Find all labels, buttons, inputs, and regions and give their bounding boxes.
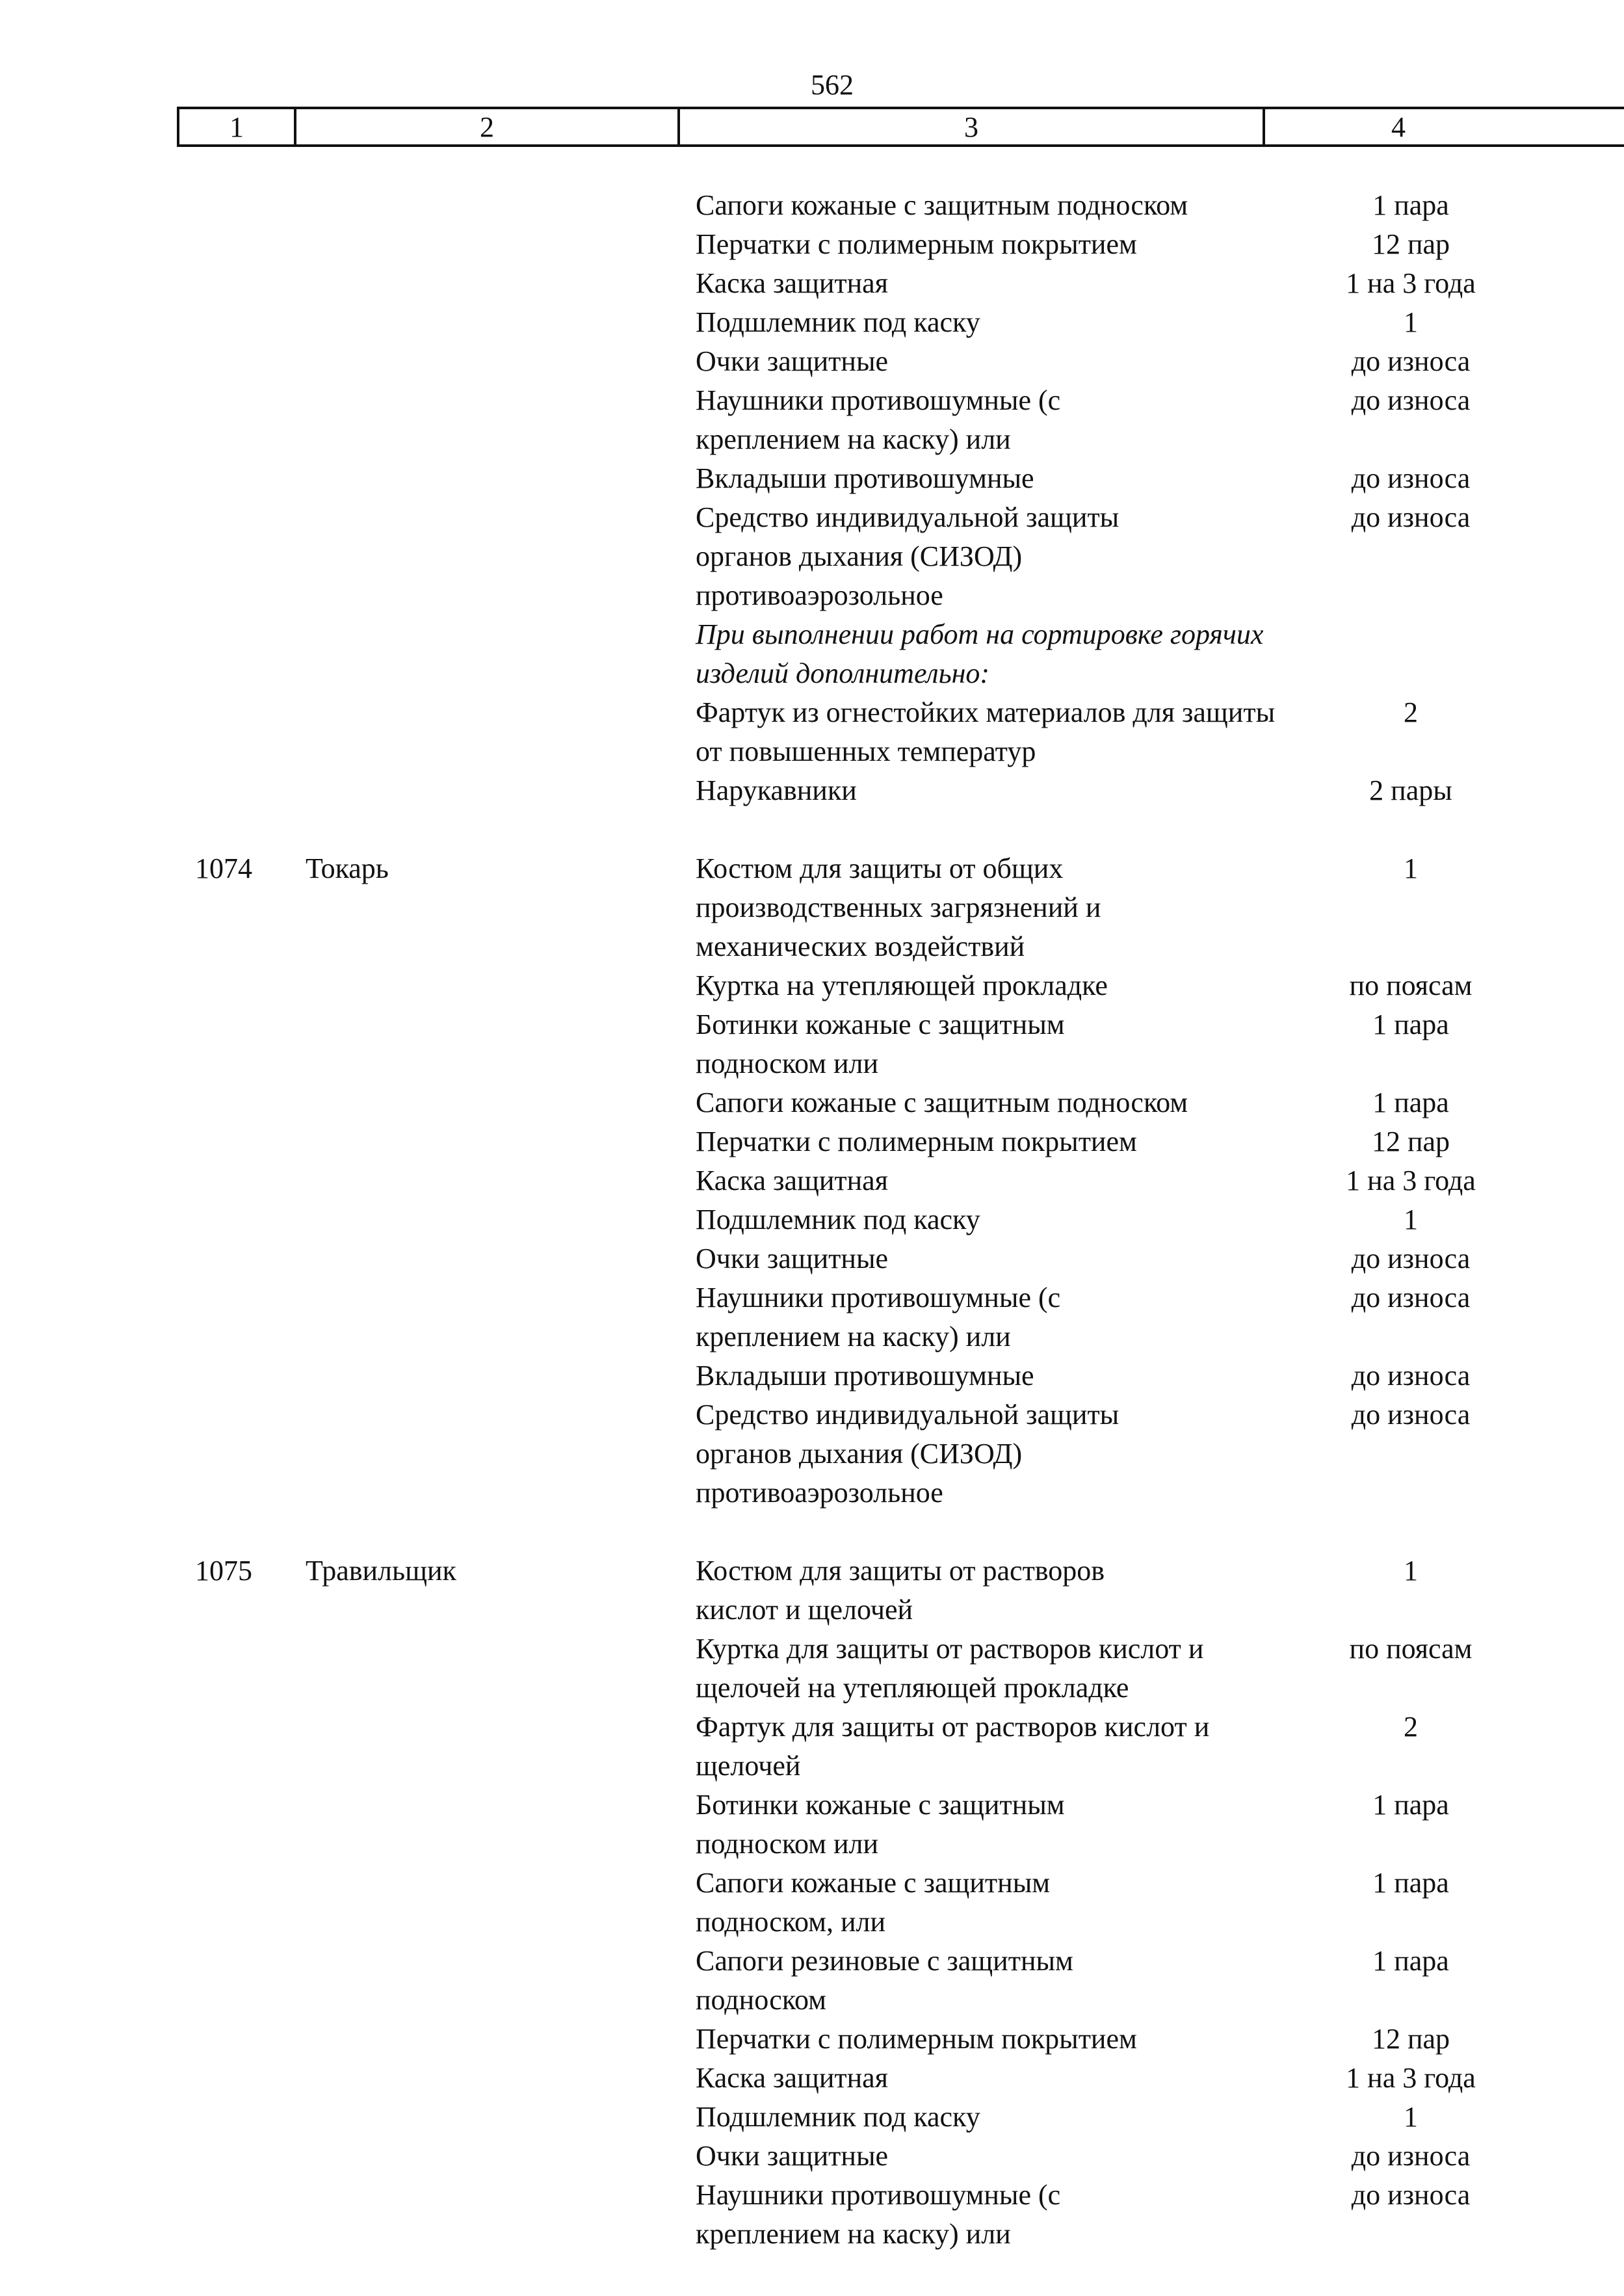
list-item: [696, 2176, 1593, 2254]
header-col-3: 3: [680, 109, 1265, 144]
item-qty: 12 пар: [1371, 228, 1450, 260]
list-item: [696, 849, 1593, 966]
item-name: Перчатки с полимерным покрытием: [696, 228, 1137, 260]
item-name: Костюм для защиты от растворов кислот и щелочей: [696, 1555, 1105, 1626]
item-name: Фартук для защиты от растворов кислот и щелочей: [696, 1711, 1210, 1782]
item-qty: до износа: [1351, 1360, 1471, 1392]
item-name: Очки защитные: [696, 1243, 889, 1274]
item-qty: 12 пар: [1371, 2023, 1450, 2055]
list-item: [696, 1005, 1593, 1083]
item-qty: 1 пара: [1372, 1867, 1449, 1899]
page-number: 562: [811, 69, 854, 101]
item-qty: до износа: [1351, 1399, 1471, 1431]
list-item: [696, 771, 1593, 810]
list-item: [696, 1239, 1593, 1278]
item-qty: до износа: [1351, 345, 1471, 377]
item-qty: 1 пара: [1372, 1009, 1449, 1040]
item-name: Перчатки с полимерным покрытием: [696, 1126, 1137, 1157]
profession-name: Токарь: [306, 852, 389, 884]
item-qty: 2: [1404, 696, 1418, 728]
item-name: Каска защитная: [696, 2062, 888, 2094]
list-item: [696, 1278, 1593, 1356]
list-item: [696, 1161, 1593, 1200]
item-name: Костюм для защиты от общих производственных загрязнений и механических воздействий: [696, 852, 1101, 962]
item-name: Вкладыши противошумные: [696, 462, 1034, 494]
item-qty: до износа: [1351, 1282, 1471, 1313]
item-name: Очки защитные: [696, 2140, 889, 2172]
list-item: [696, 1942, 1593, 2020]
list-item: [696, 1356, 1593, 1395]
table-row: [0, 1551, 1624, 2254]
item-name: Сапоги кожаные с защитным подноском: [696, 189, 1188, 221]
list-item: [696, 2020, 1593, 2059]
list-item: [696, 966, 1593, 1005]
table-row: [0, 849, 1624, 1512]
table-header: [177, 107, 1624, 147]
list-item: [696, 1122, 1593, 1161]
item-name: Куртка на утепляющей прокладке: [696, 970, 1108, 1001]
item-name: Сапоги кожаные с защитным подноском, или: [696, 1867, 1051, 1938]
item-list: [696, 186, 1593, 810]
list-item: [696, 2137, 1593, 2176]
list-item: [696, 342, 1593, 381]
item-name: Каска защитная: [696, 1165, 888, 1196]
item-qty: 1 пара: [1372, 1789, 1449, 1821]
item-qty: 2 пары: [1369, 774, 1452, 806]
item-name: Средство индивидуальной защиты органов дыхания (СИЗОД) противоаэрозольное: [696, 1399, 1120, 1509]
item-qty: 1 на 3 года: [1346, 1165, 1476, 1196]
item-name: Ботинки кожаные с защитным подноском или: [696, 1789, 1065, 1860]
item-list: [696, 1551, 1593, 2254]
list-item: [696, 1708, 1593, 1786]
header-col-1: 1: [179, 109, 296, 144]
item-qty: 1 на 3 года: [1346, 267, 1476, 299]
list-item: [696, 1786, 1593, 1864]
item-name: Очки защитные: [696, 345, 889, 377]
list-item: [696, 225, 1593, 264]
list-item: [696, 498, 1593, 615]
item-qty: по поясам: [1349, 1633, 1473, 1665]
item-name: Средство индивидуальной защиты органов дыхания (СИЗОД) противоаэрозольное: [696, 501, 1120, 611]
table-body: [0, 186, 1624, 2254]
item-name: Подшлемник под каску: [696, 1204, 980, 1235]
list-item: [696, 303, 1593, 342]
item-qty: 1: [1404, 2101, 1418, 2133]
item-name: Подшлемник под каску: [696, 306, 980, 338]
list-item: [696, 1395, 1593, 1512]
item-list: [696, 849, 1593, 1512]
item-qty: до износа: [1351, 462, 1471, 494]
item-qty: 1 пара: [1372, 1087, 1449, 1118]
list-item: [696, 693, 1593, 771]
additional-note: При выполнении работ на сортировке горячих изделий дополнительно:: [696, 618, 1264, 689]
header-col-2: 2: [296, 109, 680, 144]
list-item: [696, 1864, 1593, 1942]
item-name: Ботинки кожаные с защитным подноском или: [696, 1009, 1065, 1079]
item-name: Наушники противошумные (с креплением на каску) или: [696, 384, 1061, 455]
list-item: [696, 264, 1593, 303]
item-qty: 1: [1404, 852, 1418, 884]
row-number: 1074: [195, 852, 252, 884]
list-item: [696, 381, 1593, 459]
item-qty: 1: [1404, 1555, 1418, 1587]
list-item: [696, 1200, 1593, 1239]
item-qty: 1: [1404, 1204, 1418, 1235]
item-name: Вкладыши противошумные: [696, 1360, 1034, 1392]
item-qty: 2: [1404, 1711, 1418, 1743]
header-col-4: 4: [1391, 111, 1406, 143]
table-row-continuation: [0, 186, 1624, 810]
item-name: Сапоги резиновые с защитным подноском: [696, 1945, 1073, 2016]
item-qty: 1 на 3 года: [1346, 2062, 1476, 2094]
item-name: Каска защитная: [696, 267, 888, 299]
list-item: [696, 1630, 1593, 1708]
item-qty: до износа: [1351, 1243, 1471, 1274]
item-name: Наушники противошумные (с креплением на каску) или: [696, 1282, 1061, 1353]
item-qty: до износа: [1351, 2140, 1471, 2172]
list-item: [696, 1551, 1593, 1630]
item-qty: 12 пар: [1371, 1126, 1450, 1157]
item-qty: до износа: [1351, 2179, 1471, 2211]
list-item: [696, 2059, 1593, 2098]
item-name: Куртка для защиты от растворов кислот и щелочей на утепляющей прокладке: [696, 1633, 1204, 1704]
item-qty: 1: [1404, 306, 1418, 338]
item-name: Фартук из огнестойких материалов для защиты от повышенных температур: [696, 696, 1276, 767]
item-name: Подшлемник под каску: [696, 2101, 980, 2133]
item-name: Перчатки с полимерным покрытием: [696, 2023, 1137, 2055]
item-qty: по поясам: [1349, 970, 1473, 1001]
row-number: 1075: [195, 1555, 252, 1587]
item-qty: до износа: [1351, 501, 1471, 533]
item-qty: 1 пара: [1372, 1945, 1449, 1977]
item-name: Сапоги кожаные с защитным подноском: [696, 1087, 1188, 1118]
item-name: Нарукавники: [696, 774, 857, 806]
item-name: Наушники противошумные (с креплением на каску) или: [696, 2179, 1061, 2250]
item-qty: до износа: [1351, 384, 1471, 416]
list-item: [696, 459, 1593, 498]
list-item: [696, 2098, 1593, 2137]
list-item: [696, 1083, 1593, 1122]
list-item: [696, 186, 1593, 225]
profession-name: Травильщик: [306, 1555, 456, 1587]
item-qty: 1 пара: [1372, 189, 1449, 221]
